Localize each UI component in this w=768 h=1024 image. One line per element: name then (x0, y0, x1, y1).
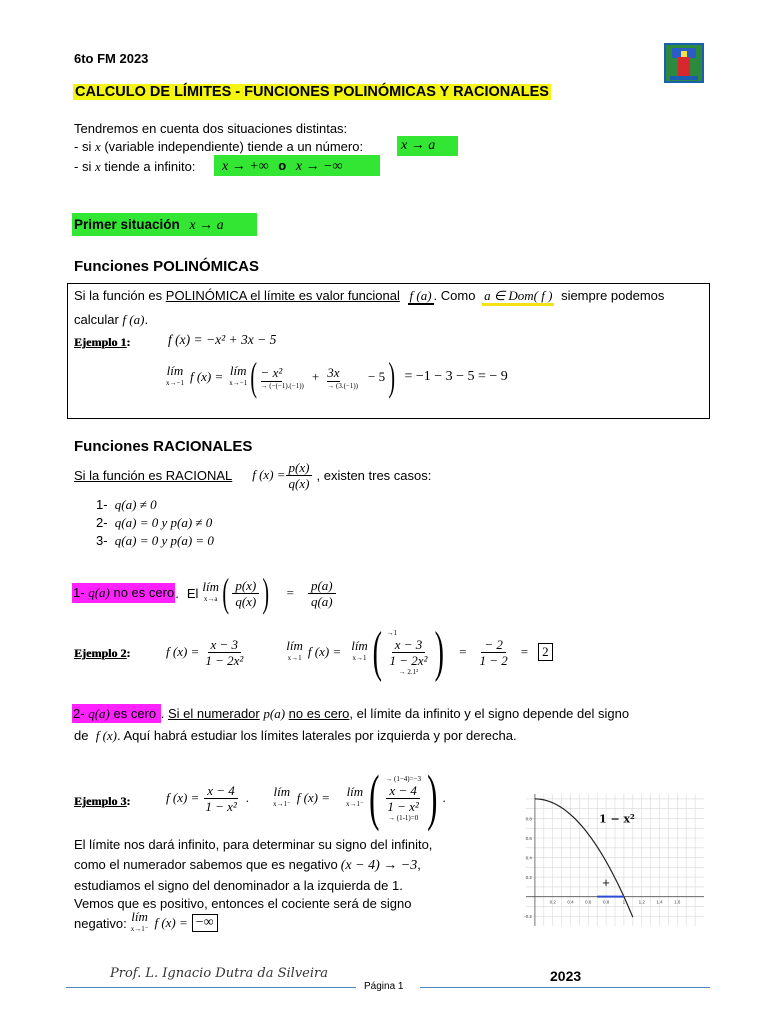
x-tick-label: 1.2 (638, 899, 645, 905)
explanation-result: −∞ (192, 914, 218, 932)
situation1-badge: Primer situación x → a (72, 213, 257, 236)
y-tick-label: 0.6 (525, 836, 532, 841)
example1-label: Ejemplo 1: (74, 335, 131, 349)
explanation-line5: negativo: lím x→1⁻ f (x) = −∞ (74, 910, 218, 936)
x-tick-label: 0.2 (549, 899, 556, 905)
footer-year: 2023 (550, 968, 582, 984)
intro-line1: Tendremos en cuenta dos situaciones distintas: (74, 121, 348, 136)
intro-line3: - si x tiende a infinito: (74, 159, 196, 174)
plus-annotation: + (602, 874, 610, 890)
series-label: 1 − x² (598, 812, 635, 826)
case-item-1: 1- q(a) ≠ 0 (96, 497, 157, 512)
case2-label: 2- q(a) es cero (72, 704, 161, 723)
example2-row: f (x) = $\frac{x - 3}{\text{1 − 2x²}}$ lím x→1 f (x) = lím x→1 ( →1 $\frac{x - 3}{\text{1 − 2x²}}$ → 2.1² ) = $\frac{- 2}{1 - 2}$ = 2 (166, 620, 553, 684)
course-label: 6to FM 2023 (74, 51, 149, 66)
x-tick-label: 1.6 (674, 899, 681, 905)
explanation-line3: estudiamos el signo del denominador a la izquierda de 1. (74, 878, 403, 893)
y-tick-label: 0.2 (525, 875, 532, 881)
x-to-a-badge: x → a (397, 136, 458, 156)
x-to-infinity-badge: x → +∞ o x → −∞ (214, 155, 380, 176)
racionales-intro: Si la función es RACIONAL f (x) = $\frac{p(x)}{q(x)}$ , existen tres casos: (74, 459, 432, 491)
y-tick-label: -0.2 (524, 914, 532, 920)
example1-limit: lím x→−1 f (x) = lím x→−1 ( − x² → (−(−1).(−1)) + 3x → (3.(−1)) − 5 ) = −1 − 3 − 5 = − 9 (166, 354, 508, 399)
school-logo (664, 43, 704, 83)
page-title: CALCULO DE LÍMITES - FUNCIONES POLINÓMICAS Y RACIONALES (75, 84, 549, 100)
example2-result: 2 (538, 643, 553, 661)
polinomicas-para1: Si la función es POLINÓMICA el límite es valor funcional f (a) . Como a ∈ Dom( f ) siempre podemos (74, 288, 664, 304)
case1-row: 1- q(a) no es cero . El lím x→a ( $\frac{p(x)}{q(x)}$ ) = $\frac{p(a)}{q(a)}$ (72, 572, 336, 614)
case-item-3: 3- q(a) = 0 y p(a) = 0 (96, 533, 214, 548)
y-tick-label: 0.8 (525, 816, 532, 822)
x-tick-label: 1 (622, 899, 626, 905)
intro-line2: - si x (variable independiente) tiende a un número: (74, 139, 364, 154)
page-number: Página 1 (364, 981, 404, 992)
example3-row: f (x) = $\frac{x - 4}{\text{1 − x²}}$ . lím x→1⁻ f (x) = lím x→1⁻ ( → (1−4)=−3 $\frac{x - 4}{\text{1 − x²}}$ → (1-1)=0 ) . (166, 764, 446, 832)
graph-1-minus-x2 (512, 790, 708, 930)
x-tick-label: 1.4 (656, 899, 663, 905)
signature: Prof. L. Ignacio Dutra da Silveira (110, 966, 328, 981)
x-tick-label: 0.4 (567, 899, 574, 905)
x-tick-label: 0.8 (602, 899, 610, 905)
example2-label: Ejemplo 2: (74, 646, 131, 660)
polinomicas-para2: calcular f (a). (74, 312, 149, 327)
graph-svg (512, 790, 708, 930)
explanation-line4: Vemos que es positivo, entonces el cociente será de signo (74, 896, 412, 911)
example3-label: Ejemplo 3: (74, 794, 131, 808)
explanation-line2: como el numerador sabemos que es negativo (x − 4) → −3, (74, 857, 421, 873)
heading-racionales: Funciones RACIONALES (74, 438, 253, 455)
x-tick-label: 0.6 (585, 899, 592, 905)
example1-definition: f (x) = −x² + 3x − 5 (168, 332, 277, 347)
case-item-2: 2- q(a) = 0 y p(a) ≠ 0 (96, 515, 213, 530)
explanation-line1: El límite nos dará infinito, para determinar su signo del infinito, (74, 837, 433, 852)
y-tick-label: 0.4 (525, 855, 532, 861)
case2-line2: de f (x). Aquí habrá estudiar los límites laterales por izquierda y por derecha. (74, 728, 517, 743)
case2-line1: 2- q(a) es cero . Si el numerador p(a) no es cero, el límite da infinito y el signo depende del signo (73, 706, 630, 721)
heading-polinomicas: Funciones POLINÓMICAS (74, 258, 260, 275)
case1-label: 1- q(a) no es cero (72, 583, 175, 603)
